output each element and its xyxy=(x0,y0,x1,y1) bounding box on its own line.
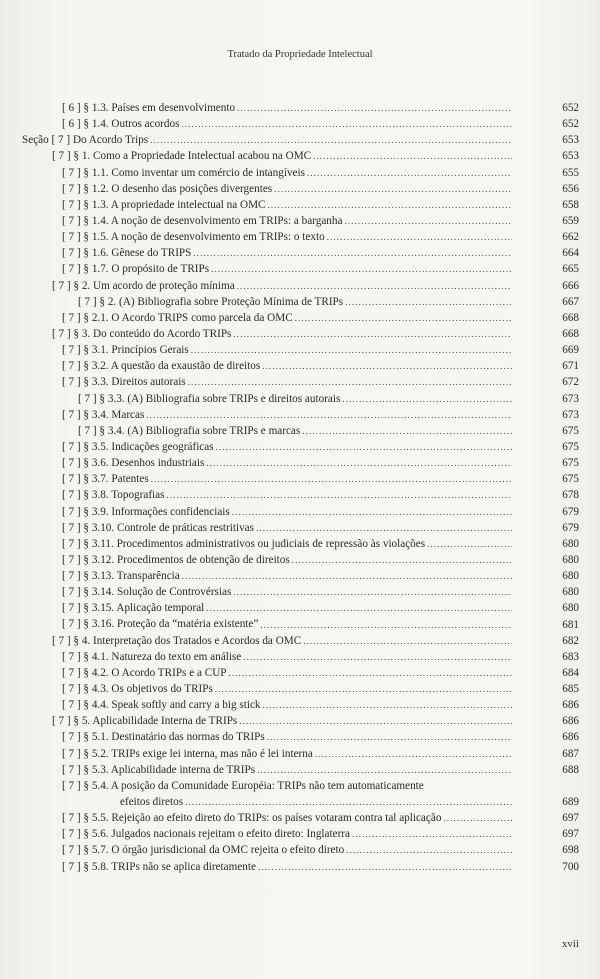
toc-page-number: 697 xyxy=(562,828,579,841)
toc-entry-text xyxy=(52,278,512,294)
dot-leader xyxy=(215,681,512,697)
toc-entry-title: [ 7 ] § 1.7. O propósito de TRIPs xyxy=(62,263,210,276)
toc-entry-title: [ 7 ] § 1.4. A noção de desenvolvimento em TRIPs: a barganha xyxy=(62,214,343,227)
toc-page-number: 680 xyxy=(562,602,579,615)
toc-entry-text xyxy=(62,439,512,455)
toc-entry-text xyxy=(62,568,512,584)
toc-entry-text xyxy=(62,181,512,197)
toc-page-number: 679 xyxy=(562,521,579,534)
toc-entry-text xyxy=(62,729,512,745)
toc-entry-text xyxy=(62,455,512,471)
toc-entry xyxy=(0,697,600,713)
toc-page-number: 653 xyxy=(562,150,579,163)
toc-page-number: 687 xyxy=(562,747,579,760)
toc-entry xyxy=(0,310,600,326)
toc-entry-title: [ 7 ] § 5.3. Aplicabilidade interna de TRIPs xyxy=(62,763,256,776)
dot-leader xyxy=(262,358,512,374)
toc-entry xyxy=(0,471,600,487)
dot-leader xyxy=(188,374,512,390)
dot-leader xyxy=(292,552,512,568)
toc-page-number: 668 xyxy=(562,327,579,340)
toc-entry-title: Seção [ 7 ] Do Acordo Trips xyxy=(22,134,149,147)
toc-entry-text xyxy=(62,100,512,116)
toc-entry xyxy=(0,859,600,875)
dot-leader xyxy=(342,391,512,407)
toc-entry-text xyxy=(52,148,512,164)
toc-page-number: 686 xyxy=(562,731,579,744)
dot-leader xyxy=(229,665,513,681)
dot-leader xyxy=(295,310,512,326)
toc-entry-text xyxy=(62,520,512,536)
toc-entry-text xyxy=(78,423,512,439)
toc-entry xyxy=(0,326,600,342)
toc-entry-title: [ 7 ] § 3.14. Solução de Controvérsias xyxy=(62,586,232,599)
dot-leader xyxy=(344,213,512,229)
toc-entry-text xyxy=(62,342,512,358)
dot-leader xyxy=(146,407,512,423)
toc-entry-title: [ 7 ] § 5.8. TRIPs não se aplica diretamente xyxy=(62,860,256,873)
dot-leader xyxy=(166,487,512,503)
toc-entry xyxy=(0,584,600,600)
toc-entry xyxy=(0,278,600,294)
toc-page-number: 678 xyxy=(562,489,579,502)
dot-leader xyxy=(232,504,512,520)
toc-entry-title: [ 6 ] § 1.3. Países em desenvolvimento xyxy=(62,101,236,114)
toc-entry-text xyxy=(62,165,512,181)
toc-entry xyxy=(0,552,600,568)
dot-leader xyxy=(307,165,512,181)
dot-leader xyxy=(211,261,512,277)
toc-entry xyxy=(0,342,600,358)
dot-leader xyxy=(313,148,512,164)
toc-page-number: 680 xyxy=(562,553,579,566)
toc-entry-text xyxy=(62,584,512,600)
toc-entry-text xyxy=(62,778,512,794)
toc-entry xyxy=(0,600,600,616)
toc-entry xyxy=(0,374,600,390)
toc-entry-title: [ 7 ] § 1. Como a Propriedade Intelectual acabou na OMC xyxy=(52,150,312,163)
toc-entry-title: [ 7 ] § 5. Aplicabilidade Interna de TRIPs xyxy=(52,715,238,728)
toc-entry-text xyxy=(22,132,512,148)
dot-leader xyxy=(151,471,512,487)
toc-entry-title: [ 7 ] § 3.7. Patentes xyxy=(62,473,149,486)
toc-page-number: 689 xyxy=(562,796,579,809)
toc-entry-title: [ 7 ] § 3.4. Marcas xyxy=(62,408,145,421)
toc-page-number: 686 xyxy=(562,715,579,728)
dot-leader xyxy=(182,568,512,584)
toc-page-number: 673 xyxy=(562,408,579,421)
toc-entry-text xyxy=(78,391,512,407)
toc-entry-title: [ 7 ] § 1.5. A noção de desenvolvimento em TRIPs: o texto xyxy=(62,231,325,244)
toc-entry-title: [ 7 ] § 1.1. Como inventar um comércio de intangíveis xyxy=(62,166,305,179)
toc-entry xyxy=(0,568,600,584)
dot-leader xyxy=(315,746,512,762)
toc-entry-title: [ 7 ] § 4.2. O Acordo TRIPs e a CUP xyxy=(62,666,227,679)
toc-page-number: 675 xyxy=(562,424,579,437)
toc-entry-text xyxy=(62,842,512,858)
toc-entry-title: [ 7 ] § 3.11. Procedimentos administrativos ou judiciais de repressão às violações xyxy=(62,537,426,550)
toc-page-number: 681 xyxy=(562,618,579,631)
toc-entry xyxy=(0,148,600,164)
toc-page-number: 700 xyxy=(562,860,579,873)
toc-page-number: 680 xyxy=(562,586,579,599)
toc-page-number: 656 xyxy=(562,182,579,195)
toc-page-number: 669 xyxy=(562,344,579,357)
toc-entry-title: [ 7 ] § 4. Interpretação dos Tratados e Acordos da OMC xyxy=(52,634,302,647)
toc-entry xyxy=(0,197,600,213)
dot-leader xyxy=(260,617,512,633)
toc-page-number: 668 xyxy=(562,311,579,324)
dot-leader xyxy=(185,794,512,810)
toc-entry xyxy=(0,439,600,455)
toc-entry xyxy=(0,681,600,697)
toc-entry-title: [ 7 ] § 2. (A) Bibliografia sobre Proteção Mínima de TRIPs xyxy=(78,295,344,308)
toc-entry-text xyxy=(52,633,512,649)
toc-entry xyxy=(0,487,600,503)
toc-entry-text xyxy=(62,471,512,487)
toc-page-number: 653 xyxy=(562,134,579,147)
toc-entry-text xyxy=(62,746,512,762)
toc-entry-title: [ 7 ] § 3.1. Princípios Gerais xyxy=(62,344,189,357)
dot-leader xyxy=(181,116,512,132)
dot-leader xyxy=(216,439,512,455)
toc-page-number: 662 xyxy=(562,231,579,244)
toc-entry-text xyxy=(62,116,512,132)
dot-leader xyxy=(233,584,512,600)
toc-entry-title: [ 7 ] § 5.1. Destinatário das normas do TRIPs xyxy=(62,731,265,744)
toc-entry xyxy=(0,729,600,745)
dot-leader xyxy=(257,762,512,778)
toc-entry-title: [ 7 ] § 1.3. A propriedade intelectual na OMC xyxy=(62,198,266,211)
dot-leader xyxy=(239,713,512,729)
toc-entry-title: [ 7 ] § 3.15. Aplicação temporal xyxy=(62,602,205,615)
toc-entry-text xyxy=(62,374,512,390)
toc-entry xyxy=(0,713,600,729)
toc-entry-title: [ 7 ] § 3.3. (A) Bibliografia sobre TRIPs e direitos autorais xyxy=(78,392,341,405)
dot-leader xyxy=(327,229,512,245)
toc-entry-text xyxy=(78,294,512,310)
toc-entry xyxy=(0,536,600,552)
toc-entry-text xyxy=(62,697,512,713)
toc-entry xyxy=(0,261,600,277)
toc-entry-text xyxy=(120,794,512,810)
toc-entry xyxy=(0,358,600,374)
dot-leader xyxy=(258,859,512,875)
dot-leader xyxy=(263,697,512,713)
toc-entry xyxy=(0,245,600,261)
toc-entry xyxy=(0,116,600,132)
toc-entry-text xyxy=(62,504,512,520)
toc-page-number: 652 xyxy=(562,102,579,114)
toc-entry xyxy=(0,294,600,310)
toc-entry-title: [ 7 ] § 3.9. Informações confidenciais xyxy=(62,505,230,518)
toc-entry-title: [ 7 ] § 5.2. TRIPs exige lei interna, mas não é lei interna xyxy=(62,747,313,760)
toc-entry-text xyxy=(62,213,512,229)
toc-entry-title: [ 7 ] § 3.3. Direitos autorais xyxy=(62,376,186,389)
toc-entry-text xyxy=(62,617,512,633)
toc-entry-title: [ 7 ] § 1.2. O desenho das posições divergentes xyxy=(62,182,273,195)
toc-entry-title: [ 7 ] § 2. Um acordo de proteção mínima xyxy=(52,279,235,292)
toc-entry xyxy=(0,213,600,229)
toc-page-number: 698 xyxy=(562,844,579,857)
toc-entry-text xyxy=(62,859,512,875)
toc-page-number: 672 xyxy=(562,376,579,389)
toc-entry-title: [ 6 ] § 1.4. Outros acordos xyxy=(62,118,180,131)
toc-page-number: 688 xyxy=(562,763,579,776)
toc-page-number: 652 xyxy=(562,118,579,131)
toc-entry xyxy=(0,100,600,116)
toc-entry-title: [ 7 ] § 3.6. Desenhos industriais xyxy=(62,457,205,470)
dot-leader xyxy=(233,326,512,342)
toc-entry xyxy=(0,423,600,439)
toc-entry xyxy=(0,181,600,197)
dot-leader xyxy=(345,294,512,310)
dot-leader xyxy=(352,826,512,842)
toc-entry xyxy=(0,391,600,407)
toc-page-number: 684 xyxy=(562,666,579,679)
toc-page-number: 659 xyxy=(562,214,579,227)
toc-entry xyxy=(0,746,600,762)
toc-entry xyxy=(0,794,600,810)
toc-entry xyxy=(0,617,600,633)
toc-entry-text xyxy=(62,229,512,245)
toc-page-number: 655 xyxy=(562,166,579,179)
toc-page-number: 686 xyxy=(562,699,579,712)
toc-page-number: 683 xyxy=(562,650,579,663)
toc-entry-text xyxy=(62,600,512,616)
toc-entry xyxy=(0,455,600,471)
toc-page-number: 680 xyxy=(562,537,579,550)
dot-leader xyxy=(443,810,512,826)
toc-entry xyxy=(0,165,600,181)
toc-page-number: 667 xyxy=(562,295,579,308)
toc-entry-text xyxy=(52,713,512,729)
toc-entry-title: [ 7 ] § 5.5. Rejeição ao efeito direto do TRIPs: os países votaram contra tal aplicação xyxy=(62,812,442,825)
toc-entry-text xyxy=(62,665,512,681)
toc-entry xyxy=(0,778,600,794)
toc-page-number: 664 xyxy=(562,247,579,260)
toc-page-number: 697 xyxy=(562,812,579,825)
toc-entry xyxy=(0,826,600,842)
dot-leader xyxy=(193,245,512,261)
toc-entry xyxy=(0,229,600,245)
toc-entry-text xyxy=(62,197,512,213)
dot-leader xyxy=(206,455,512,471)
dot-leader xyxy=(346,842,512,858)
toc-entry-title: [ 7 ] § 3.10. Controle de práticas restritivas xyxy=(62,521,255,534)
toc-entry-text xyxy=(62,536,512,552)
toc-entry xyxy=(0,665,600,681)
toc-entry-title: [ 7 ] § 3.8. Topografias xyxy=(62,489,165,502)
toc-entry-text xyxy=(52,326,512,342)
dot-leader xyxy=(256,520,512,536)
toc-entry-text xyxy=(62,407,512,423)
toc-page-number: 665 xyxy=(562,263,579,276)
toc-entry-title: [ 7 ] § 1.6. Gênese do TRIPS xyxy=(62,247,192,260)
page-folio: xvii xyxy=(561,938,579,950)
toc-entry-title: [ 7 ] § 3.13. Transparência xyxy=(62,570,180,583)
toc-entry-title: [ 7 ] § 5.7. O órgão jurisdicional da OMC rejeita o efeito direto xyxy=(62,844,345,857)
dot-leader xyxy=(267,729,512,745)
toc-entry-text xyxy=(62,310,512,326)
toc-entry-title: [ 7 ] § 5.4. A posição da Comunidade Européia: TRIPs não tem automaticamente xyxy=(62,779,424,792)
toc-entry xyxy=(0,504,600,520)
toc-page-number: 675 xyxy=(562,457,579,470)
toc-entry-text xyxy=(62,245,512,261)
dot-leader xyxy=(302,423,512,439)
toc-page-number: 666 xyxy=(562,279,579,292)
toc-entry xyxy=(0,762,600,778)
toc-entry-title: efeitos diretos xyxy=(120,796,184,809)
toc-entry-title: [ 7 ] § 3.12. Procedimentos de obtenção de direitos xyxy=(62,553,290,566)
toc-entry-text xyxy=(62,649,512,665)
toc-entry-title: [ 7 ] § 3. Do conteúdo do Acordo TRIPs xyxy=(52,327,232,340)
toc-entry-title: [ 7 ] § 4.3. Os objetivos do TRIPs xyxy=(62,683,213,696)
toc-entry-title: [ 7 ] § 3.4. (A) Bibliografia sobre TRIPs e marcas xyxy=(78,424,301,437)
toc-entry-text xyxy=(62,261,512,277)
toc-page-number: 675 xyxy=(562,440,579,453)
toc-entry-text xyxy=(62,681,512,697)
toc-entry-text xyxy=(62,826,512,842)
toc-entry xyxy=(0,810,600,826)
toc-page-number: 685 xyxy=(562,683,579,696)
dot-leader xyxy=(150,132,512,148)
dot-leader xyxy=(303,633,512,649)
table-of-contents xyxy=(0,100,600,875)
dot-leader xyxy=(427,536,512,552)
toc-entry-title: [ 7 ] § 5.6. Julgados nacionais rejeitam o efeito direto: Inglaterra xyxy=(62,828,350,841)
dot-leader xyxy=(191,342,512,358)
toc-entry xyxy=(0,407,600,423)
dot-leader xyxy=(206,600,512,616)
toc-entry xyxy=(0,132,600,148)
toc-entry-text xyxy=(62,487,512,503)
toc-entry xyxy=(0,520,600,536)
toc-entry-text xyxy=(62,358,512,374)
dot-leader xyxy=(237,100,512,116)
dot-leader xyxy=(243,649,512,665)
toc-entry-title: [ 7 ] § 3.5. Indicações geográficas xyxy=(62,440,214,453)
toc-entry-text xyxy=(62,762,512,778)
dot-leader xyxy=(237,278,512,294)
toc-page-number: 671 xyxy=(562,360,579,373)
toc-page-number: 673 xyxy=(562,392,579,405)
toc-entry-title: [ 7 ] § 4.4. Speak softly and carry a big stick xyxy=(62,699,261,712)
toc-entry xyxy=(0,649,600,665)
dot-leader xyxy=(268,197,513,213)
toc-page-number: 675 xyxy=(562,473,579,486)
toc-page-number: 682 xyxy=(562,634,579,647)
toc-entry-title: [ 7 ] § 2.1. O Acordo TRIPS como parcela da OMC xyxy=(62,311,293,324)
toc-entry-title: [ 7 ] § 3.2. A questão da exaustão de direitos xyxy=(62,360,261,373)
toc-page-number: 680 xyxy=(562,570,579,583)
running-title: Tratado da Propriedade Intelectual xyxy=(227,49,373,60)
toc-entry-text xyxy=(62,810,512,826)
toc-entry-title: [ 7 ] § 4.1. Natureza do texto em análise xyxy=(62,650,242,663)
toc-entry-title: [ 7 ] § 3.16. Proteção da “matéria existente” xyxy=(62,618,259,631)
toc-entry xyxy=(0,633,600,649)
dot-leader xyxy=(274,181,512,197)
toc-entry xyxy=(0,842,600,858)
toc-entry-text xyxy=(62,552,512,568)
toc-page-number: 679 xyxy=(562,505,579,518)
toc-page-number: 658 xyxy=(562,198,579,211)
